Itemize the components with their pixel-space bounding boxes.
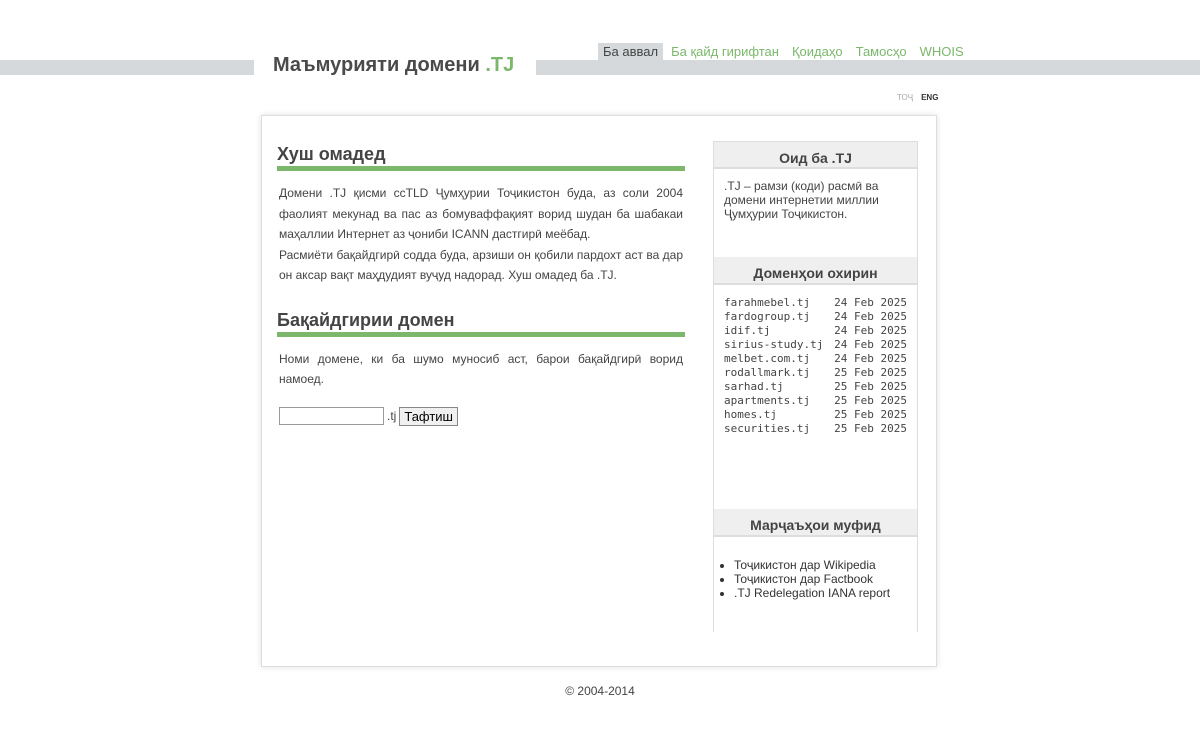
lang-tj-link[interactable]: ТОҶ	[897, 93, 914, 102]
recent-domain-date: 25 Feb 2025	[834, 408, 907, 421]
footer-copyright: © 2004-2014	[565, 684, 635, 698]
nav-contacts[interactable]: Тамосҳо	[855, 44, 907, 59]
recent-domain-date: 24 Feb 2025	[834, 352, 907, 365]
recent-domain-date: 24 Feb 2025	[834, 324, 907, 337]
sidebar	[713, 141, 918, 632]
recent-domain-row	[724, 296, 907, 310]
useful-links-heading: Марҷаъҳои муфид	[714, 509, 917, 537]
nav-register[interactable]: Ба қайд гирифтан	[671, 44, 779, 59]
site-logo[interactable]	[254, 50, 536, 80]
domain-check-form	[277, 407, 685, 426]
recent-domain-date: 25 Feb 2025	[834, 366, 907, 379]
useful-link-wikipedia[interactable]: • Тоҷикистон дар Wikipedia	[734, 558, 907, 572]
main-content	[277, 144, 685, 426]
recent-domain-name: homes.tj	[724, 408, 777, 421]
check-button[interactable]: Тафтиш	[399, 407, 458, 426]
main-nav	[598, 43, 972, 60]
useful-links	[714, 537, 917, 600]
recent-domain-date: 25 Feb 2025	[834, 422, 907, 435]
about-text: .TJ – рамзи (коди) расмӣ ва домени интернетии миллии Ҷумҳурии Тоҷикистон.	[724, 179, 879, 221]
about-heading: Оид ба .TJ	[714, 141, 917, 169]
header-bar	[0, 60, 1200, 75]
recent-domain-name: idif.tj	[724, 324, 771, 337]
domain-input[interactable]	[279, 407, 384, 425]
recent-domain-name: apartments.tj	[724, 394, 811, 407]
nav-rules[interactable]: Қоидаҳо	[791, 44, 843, 59]
recent-domain-name: fardogroup.tj	[724, 310, 811, 323]
nav-whois[interactable]: WHOIS	[919, 44, 964, 59]
recent-domain-name: rodallmark.tj	[724, 366, 811, 379]
registration-text: Номи домене, ки ба шумо муносиб аст, барои бақайдгирӣ ворид намоед.	[279, 351, 683, 386]
recent-domain-name: securities.tj	[724, 422, 811, 435]
welcome-paragraph-1: Домени .TJ қисми ccTLD Ҷумҳурии Тоҷикистон буда, аз соли 2004 фаолият мекунад ва пас аз бомуваффақият ворид шудан ба шабакаи маҳаллии Интернет аз ҷониби ICANN дастгирӣ меёбад.	[279, 186, 683, 241]
recent-domain-name: melbet.com.tj	[724, 352, 811, 365]
welcome-paragraph-2: Расмиёти бақайдгирӣ содда буда, арзиши он қобили пардохт аст ва дар он аксар вақт маҳдудият вуҷуд надорад. Хуш омадед ба .TJ.	[279, 247, 683, 282]
recent-domain-row	[724, 352, 907, 366]
nav-home[interactable]: Ба аввал	[598, 43, 663, 60]
recent-domains-list	[714, 285, 917, 509]
recent-domain-row	[724, 310, 907, 324]
recent-domain-row	[724, 394, 907, 408]
useful-link-iana-report[interactable]: • .TJ Redelegation IANA report	[734, 586, 907, 600]
registration-heading: Бақайдгирии домен	[277, 310, 685, 337]
lang-en-link[interactable]: ENG	[921, 93, 939, 102]
recent-domain-row	[724, 338, 907, 352]
recent-domain-date: 24 Feb 2025	[834, 338, 907, 351]
recent-domain-date: 25 Feb 2025	[834, 380, 907, 393]
useful-link-factbook[interactable]: • Тоҷикистон дар Factbook	[734, 572, 907, 586]
recent-domain-name: farahmebel.tj	[724, 296, 811, 309]
recent-domain-date: 24 Feb 2025	[834, 296, 907, 309]
recent-domain-name: sirius-study.tj	[724, 338, 824, 351]
recent-domain-date: 24 Feb 2025	[834, 310, 907, 323]
recent-domain-row	[724, 422, 907, 436]
domain-suffix: .tj	[387, 409, 397, 423]
recent-domain-row	[724, 366, 907, 380]
recent-domain-row	[724, 324, 907, 338]
recent-domain-row	[724, 380, 907, 394]
site-title: Маъмурияти домени	[273, 54, 480, 76]
recent-domains-heading: Доменҳои охирин	[714, 257, 917, 285]
language-switcher	[897, 93, 938, 102]
welcome-heading: Хуш омадед	[277, 144, 685, 171]
content-container	[261, 115, 937, 667]
recent-domain-row	[724, 408, 907, 422]
recent-domain-date: 25 Feb 2025	[834, 394, 907, 407]
site-title-tld: .TJ	[485, 54, 515, 76]
recent-domain-name: sarhad.tj	[724, 380, 784, 393]
